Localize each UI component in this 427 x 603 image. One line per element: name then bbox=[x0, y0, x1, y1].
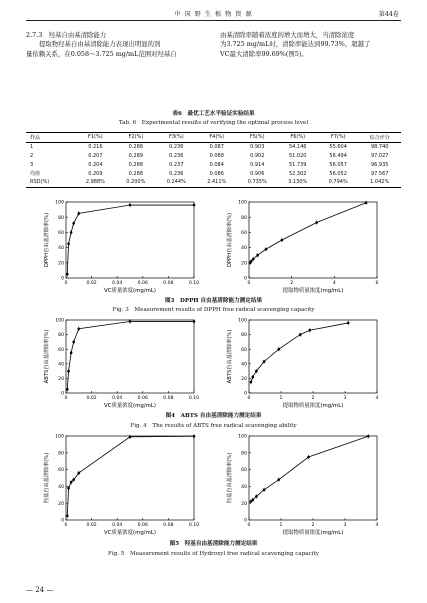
col-header: F1(%) bbox=[75, 133, 115, 143]
table-cell: 3.130% bbox=[277, 178, 317, 187]
y-tick-label: 80 bbox=[58, 333, 64, 339]
y-tick-label: 20 bbox=[58, 377, 64, 382]
y-tick-label: 20 bbox=[241, 261, 247, 267]
table-cell: 0.207 bbox=[88, 152, 103, 159]
y-tick-label: 100 bbox=[238, 434, 247, 440]
table-row bbox=[26, 160, 401, 169]
table-cell: 0.086 bbox=[209, 170, 224, 177]
plot-frame bbox=[249, 436, 377, 520]
table-cell: 0.204 bbox=[88, 161, 103, 168]
x-tick-label: 4 bbox=[375, 396, 379, 401]
data-point bbox=[309, 329, 312, 332]
table-cell: 56.057 bbox=[329, 161, 347, 168]
y-tick-label: 80 bbox=[58, 215, 64, 221]
table-cell: 0.244% bbox=[156, 178, 196, 187]
data-point bbox=[72, 222, 75, 225]
x-tick-label: 0.06 bbox=[137, 396, 148, 401]
data-point bbox=[72, 478, 75, 481]
data-point bbox=[263, 360, 266, 363]
y-axis-label: DPPH自由基清除率(%) bbox=[227, 212, 233, 268]
paragraph-line: 为3.725 mg/mL时，清除率能达到99.73%，超越了 bbox=[220, 40, 371, 49]
y-tick-label: 60 bbox=[58, 347, 64, 353]
fig4-caption-cn: 图4 ABTS 自由基清除能力测定结果 bbox=[165, 413, 262, 419]
x-tick-label: 0 bbox=[64, 523, 68, 528]
page-number: — 24 — bbox=[26, 586, 54, 594]
y-tick-label: 60 bbox=[58, 468, 64, 474]
data-point bbox=[263, 488, 266, 491]
x-tick-label: 4 bbox=[332, 281, 336, 286]
table-cell: 2.988% bbox=[75, 178, 115, 187]
col-header: F5(%) bbox=[237, 133, 277, 143]
x-tick-label: 0.04 bbox=[112, 396, 123, 401]
data-point bbox=[252, 376, 255, 379]
plot-frame bbox=[249, 202, 377, 278]
data-point bbox=[129, 204, 132, 207]
table-cell: 51.020 bbox=[288, 152, 307, 159]
x-tick-label: 0.08 bbox=[163, 523, 174, 528]
table-cell: 0.084 bbox=[209, 161, 224, 168]
table-row bbox=[26, 152, 401, 161]
table-caption-cn: 表6 最优工艺水平验证实验结果 bbox=[172, 111, 255, 117]
table-cell: 51.739 bbox=[288, 161, 307, 168]
y-tick-label: 40 bbox=[58, 246, 64, 252]
x-tick-label: 0.02 bbox=[86, 523, 97, 528]
table-cell: 0.236 bbox=[169, 170, 184, 177]
y-tick-label: 80 bbox=[241, 215, 247, 221]
data-point bbox=[193, 320, 196, 323]
y-tick-label: 100 bbox=[238, 318, 247, 324]
table-cell: 56.494 bbox=[329, 152, 347, 159]
table-cell: 0.209 bbox=[88, 170, 103, 177]
table-cell: 0.794% bbox=[318, 178, 358, 187]
x-tick-label: 2 bbox=[311, 396, 315, 401]
y-tick-label: 20 bbox=[241, 501, 247, 507]
series-line bbox=[250, 203, 366, 263]
table-cell: 0.903 bbox=[250, 144, 265, 151]
y-tick-label: 60 bbox=[241, 347, 247, 353]
y-tick-label: 20 bbox=[241, 377, 247, 382]
fig4-vc-chart bbox=[40, 316, 210, 411]
data-point bbox=[252, 499, 255, 502]
data-point bbox=[252, 258, 255, 261]
table-row bbox=[26, 142, 401, 151]
fig3-vc-chart bbox=[40, 198, 210, 296]
data-point bbox=[193, 435, 196, 438]
data-point bbox=[315, 221, 318, 224]
section-heading: 2.7.3 羟基自由基清除能力 bbox=[26, 31, 107, 39]
table-cell: 1 bbox=[30, 144, 34, 151]
x-axis-label: 提取物质量浓度(mg/mL) bbox=[282, 403, 344, 409]
y-tick-label: 80 bbox=[241, 333, 247, 339]
x-axis-label: 提取物质量浓度(mg/mL) bbox=[282, 530, 344, 536]
fig4-caption-en: Fig. 4 The results of ABTS free radical scavenging ability bbox=[130, 423, 297, 429]
volume-label: 第44卷 bbox=[378, 11, 399, 18]
x-tick-label: 0.04 bbox=[112, 523, 123, 528]
y-tick-label: 100 bbox=[55, 434, 64, 440]
x-tick-label: 3 bbox=[343, 523, 347, 528]
x-tick-label: 0 bbox=[64, 281, 68, 286]
x-tick-label: 1 bbox=[279, 396, 283, 401]
y-tick-label: 0 bbox=[244, 518, 247, 524]
y-tick-label: 60 bbox=[58, 231, 64, 236]
table-cell: 均值 bbox=[30, 171, 41, 178]
data-point bbox=[307, 456, 310, 459]
table-cell: 0.288 bbox=[128, 170, 143, 177]
table-cell: 0.088 bbox=[209, 152, 224, 159]
series-line bbox=[251, 323, 348, 382]
y-tick-label: 40 bbox=[241, 246, 247, 252]
data-point bbox=[66, 515, 69, 518]
x-axis-label: VC质量浓度(mg/mL) bbox=[104, 288, 156, 294]
data-point bbox=[255, 495, 258, 498]
x-tick-label: 0 bbox=[247, 396, 251, 401]
col-header: 综合评分 bbox=[358, 133, 401, 143]
data-point bbox=[66, 388, 69, 391]
data-point bbox=[67, 487, 70, 490]
col-header: F6(%) bbox=[277, 133, 317, 143]
table-cell: 56.052 bbox=[329, 170, 347, 177]
paragraph-line: 量依赖关系，在0.058～3.725 mg/mL范围对羟基自 bbox=[26, 49, 177, 58]
table-cell: RSD(%) bbox=[26, 178, 75, 187]
col-header: F3(%) bbox=[156, 133, 196, 143]
plot-frame bbox=[66, 202, 194, 278]
table-cell: 0.902 bbox=[250, 152, 265, 159]
y-axis-label: 羟基自由基清除率(%) bbox=[227, 452, 233, 504]
table-cell: 98.740 bbox=[370, 144, 389, 151]
y-tick-label: 40 bbox=[58, 362, 64, 368]
data-point bbox=[265, 248, 268, 251]
table-cell: 1.042% bbox=[358, 178, 401, 187]
x-tick-label: 0 bbox=[64, 396, 68, 401]
left-text-column bbox=[26, 31, 211, 59]
table-header-row bbox=[26, 133, 401, 143]
data-point bbox=[67, 370, 70, 373]
data-point bbox=[255, 370, 258, 373]
data-point bbox=[256, 254, 259, 257]
data-point bbox=[67, 243, 70, 246]
y-tick-label: 20 bbox=[58, 501, 64, 507]
plot-frame bbox=[249, 320, 377, 393]
fig4-extract-chart bbox=[223, 316, 393, 411]
x-tick-label: 0 bbox=[247, 281, 251, 286]
x-tick-label: 0.10 bbox=[188, 281, 200, 286]
x-tick-label: 0.08 bbox=[163, 281, 174, 286]
x-tick-label: 0.02 bbox=[86, 396, 97, 401]
table-row bbox=[26, 169, 401, 178]
table-cell: 0.216 bbox=[88, 144, 103, 151]
data-point bbox=[281, 239, 284, 242]
series-line bbox=[67, 321, 194, 389]
table-cell: 0.735% bbox=[237, 178, 277, 187]
data-point bbox=[365, 201, 368, 204]
header-rule bbox=[26, 20, 401, 21]
y-tick-label: 80 bbox=[58, 451, 64, 457]
table-cell: 96.935 bbox=[370, 161, 389, 168]
table-cell: 0.087 bbox=[209, 144, 224, 151]
x-tick-label: 2 bbox=[311, 523, 315, 528]
x-tick-label: 0 bbox=[247, 523, 251, 528]
x-tick-label: 0.02 bbox=[86, 281, 97, 286]
data-point bbox=[78, 472, 81, 475]
fig5-caption-en: Fig. 5 Measurement results of Hydroxyl free radical scavenging capacity bbox=[108, 551, 319, 557]
data-point bbox=[367, 435, 370, 438]
x-axis-label: 提取物质量浓度(mg/mL) bbox=[282, 288, 344, 294]
y-tick-label: 0 bbox=[61, 518, 64, 524]
x-tick-label: 0.04 bbox=[112, 281, 123, 286]
series-line bbox=[251, 436, 368, 501]
x-tick-label: 2 bbox=[290, 281, 294, 286]
y-tick-label: 0 bbox=[61, 391, 64, 397]
table-cell: 0.289 bbox=[128, 152, 143, 159]
x-tick-label: 0.08 bbox=[163, 396, 174, 401]
data-point bbox=[347, 322, 350, 325]
plot-frame bbox=[66, 320, 194, 393]
fig3-caption-cn: 图3 DPPH 自由基清除能力测定结果 bbox=[164, 298, 263, 304]
data-point bbox=[277, 478, 280, 481]
table-cell: 0.237 bbox=[169, 161, 184, 168]
table-cell: 2 bbox=[30, 152, 34, 159]
table-cell: 52.302 bbox=[288, 170, 307, 177]
table-row bbox=[26, 178, 401, 187]
y-tick-label: 100 bbox=[55, 200, 64, 206]
journal-title: 中 国 野 生 植 物 资 源 bbox=[174, 11, 253, 18]
data-point bbox=[70, 231, 73, 234]
fig3-caption-en: Fig. 3 Measurement results of DPPH free radical scavenging capacity bbox=[112, 307, 315, 313]
table-cell: 0.914 bbox=[250, 161, 265, 168]
data-point bbox=[277, 348, 280, 351]
y-tick-label: 60 bbox=[241, 231, 247, 236]
col-header: 样品 bbox=[26, 133, 75, 143]
y-tick-label: 60 bbox=[241, 468, 247, 474]
table-cell: 54.146 bbox=[288, 144, 307, 151]
data-point bbox=[129, 320, 132, 323]
table-cell: 55.604 bbox=[329, 144, 347, 151]
y-tick-label: 100 bbox=[238, 200, 247, 206]
series-line bbox=[67, 436, 194, 516]
x-axis-label: VC质量浓度(mg/mL) bbox=[104, 530, 156, 536]
y-tick-label: 100 bbox=[55, 318, 64, 324]
y-tick-label: 20 bbox=[58, 261, 64, 267]
data-point bbox=[193, 204, 196, 207]
data-point bbox=[72, 341, 75, 344]
x-axis-label: VC质量浓度(mg/mL) bbox=[104, 403, 156, 409]
data-point bbox=[129, 436, 132, 439]
table-cell: 0.200% bbox=[116, 178, 156, 187]
table-cell: 0.906 bbox=[250, 170, 265, 177]
paragraph-line: VC最大清除率99.69%(图5)。 bbox=[220, 49, 308, 58]
y-tick-label: 80 bbox=[241, 451, 247, 457]
y-tick-label: 40 bbox=[241, 485, 247, 490]
table-cell: 97.567 bbox=[370, 170, 389, 177]
series-line bbox=[67, 205, 194, 274]
data-point bbox=[250, 500, 253, 503]
paragraph-line: 由基清除率随着浓度的增大而增大，当清除浓度 bbox=[220, 31, 355, 39]
data-point bbox=[299, 333, 302, 336]
y-axis-label: 羟基自由基清除率(%) bbox=[44, 452, 50, 504]
col-header: F4(%) bbox=[197, 133, 237, 143]
table-cell: 0.288 bbox=[128, 144, 143, 151]
table-cell: 0.288 bbox=[128, 161, 143, 168]
fig5-extract-chart bbox=[223, 432, 393, 538]
x-tick-label: 4 bbox=[375, 523, 379, 528]
y-axis-label: DPPH自由基清除率(%) bbox=[44, 212, 50, 268]
col-header: F2(%) bbox=[116, 133, 156, 143]
table-cell: 97.027 bbox=[370, 152, 389, 159]
table-caption-en: Tab. 6 Experimental results of verifying the optimal process level bbox=[118, 120, 309, 126]
y-axis-label: ABTS自由基清除率(%) bbox=[227, 329, 233, 384]
fig5-caption-cn: 图5 羟基自由基清除能力测定结果 bbox=[169, 541, 258, 547]
x-tick-label: 3 bbox=[343, 396, 347, 401]
plot-frame bbox=[66, 436, 194, 520]
results-table bbox=[26, 132, 401, 188]
y-axis-label: ABTS自由基清除率(%) bbox=[44, 329, 50, 384]
paragraph-line: 提取物羟基自由基清除能力表现出明显的剂 bbox=[39, 40, 161, 49]
data-point bbox=[78, 212, 81, 215]
data-point bbox=[250, 260, 253, 263]
x-tick-label: 0.10 bbox=[188, 396, 200, 401]
data-point bbox=[70, 352, 73, 355]
fig3-extract-chart bbox=[223, 198, 393, 296]
fig5-vc-chart bbox=[40, 432, 210, 538]
table-cell: 3 bbox=[30, 161, 34, 168]
col-header: F7(%) bbox=[318, 133, 358, 143]
x-tick-label: 0.06 bbox=[137, 281, 148, 286]
x-tick-label: 1 bbox=[279, 523, 283, 528]
right-text-column bbox=[220, 31, 405, 59]
data-point bbox=[78, 327, 81, 330]
data-point bbox=[66, 273, 69, 276]
x-tick-label: 0.10 bbox=[188, 523, 200, 528]
x-tick-label: 6 bbox=[375, 281, 379, 286]
data-point bbox=[250, 381, 253, 384]
y-tick-label: 0 bbox=[244, 276, 247, 282]
x-tick-label: 0.06 bbox=[137, 523, 148, 528]
y-tick-label: 0 bbox=[244, 391, 247, 397]
y-tick-label: 0 bbox=[61, 276, 64, 282]
y-tick-label: 40 bbox=[241, 362, 247, 368]
data-point bbox=[70, 481, 73, 484]
table-cell: 0.236 bbox=[169, 144, 184, 151]
y-tick-label: 40 bbox=[58, 485, 64, 490]
table-cell: 2.411% bbox=[197, 178, 237, 187]
table-cell: 0.236 bbox=[169, 152, 184, 159]
